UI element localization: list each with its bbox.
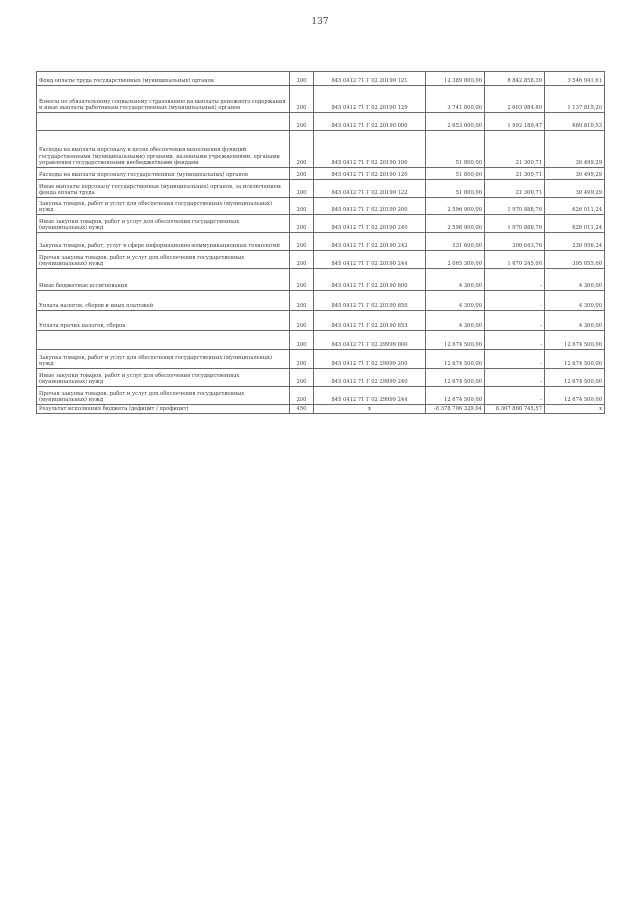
budget-classification-code: 845 0412 71 Г 02 29999 200 <box>314 350 426 369</box>
line-item-name: Прочая закупка товаров, работ и услуг для обеспечения государственных (муниципальных) нужд <box>37 251 290 269</box>
line-item-name: Расходы на выплаты персоналу в целях обеспечения выполнения функций государственными (муниципальными) органами, казенными учреждениями, органами управления государственными внебюджетными фондами <box>37 131 290 168</box>
executed-amount: - <box>485 331 545 350</box>
executed-amount: - <box>485 291 545 311</box>
line-item-name: Результат исполнения бюджета (дефицит / профицит) <box>37 405 290 414</box>
line-item-name: Прочая закупка товаров, работ и услуг для обеспечения государственных (муниципальных) нужд <box>37 387 290 405</box>
table-row <box>37 291 605 311</box>
line-code: 200 <box>290 251 314 269</box>
table-row <box>37 72 605 86</box>
line-item-name: Иные закупки товаров, работ и услуг для обеспечения государственных (муниципальных) нужд <box>37 369 290 387</box>
approved-amount: 12 674 500,00 <box>426 387 485 405</box>
line-item-name: Взносы по обязательному социальному страхованию на выплаты денежного содержания и иные выплаты работникам государственных (муниципальных) органов <box>37 86 290 113</box>
table-row <box>37 350 605 369</box>
unexecuted-amount: 626 011,24 <box>545 198 605 215</box>
line-item-name <box>37 113 290 131</box>
executed-amount: 2 603 984,80 <box>485 86 545 113</box>
approved-amount: 3 741 800,00 <box>426 86 485 113</box>
budget-classification-code: 845 0412 71 Г 02 20190 000 <box>314 113 426 131</box>
line-item-name: Закупка товаров, работ, услуг в сфере информационно-коммуникационных технологий <box>37 233 290 251</box>
approved-amount: 51 800,00 <box>426 168 485 180</box>
table-row <box>37 180 605 198</box>
table-row <box>37 215 605 233</box>
approved-amount: 51 800,00 <box>426 180 485 198</box>
line-code: 200 <box>290 131 314 168</box>
line-code: 200 <box>290 291 314 311</box>
table-row <box>37 113 605 131</box>
table-row <box>37 331 605 350</box>
unexecuted-amount: 395 055,00 <box>545 251 605 269</box>
budget-classification-code: x <box>314 405 426 414</box>
budget-classification-code: 845 0412 71 Г 02 20190 240 <box>314 215 426 233</box>
line-code: 200 <box>290 215 314 233</box>
table-row <box>37 311 605 331</box>
line-item-name: Иные закупки товаров, работ и услуг для обеспечения государственных (муниципальных) нужд <box>37 215 290 233</box>
unexecuted-amount: 12 674 500,00 <box>545 331 605 350</box>
unexecuted-amount: 1 137 815,20 <box>545 86 605 113</box>
line-code: 200 <box>290 269 314 291</box>
table-row <box>37 405 605 414</box>
approved-amount: 12 674 500,00 <box>426 331 485 350</box>
executed-amount: - <box>485 387 545 405</box>
unexecuted-amount: 12 674 500,00 <box>545 369 605 387</box>
table-row <box>37 369 605 387</box>
budget-classification-code: 845 0412 71 Г 02 29999 240 <box>314 369 426 387</box>
executed-amount: - <box>485 269 545 291</box>
table-row <box>37 233 605 251</box>
unexecuted-amount: 3 546 941,61 <box>545 72 605 86</box>
budget-classification-code: 845 0412 71 Г 02 20190 244 <box>314 251 426 269</box>
unexecuted-amount: 30 499,29 <box>545 131 605 168</box>
executed-amount: 21 300,71 <box>485 168 545 180</box>
executed-amount: 1 970 888,76 <box>485 198 545 215</box>
table-row <box>37 131 605 168</box>
line-code: 450 <box>290 405 314 414</box>
line-code: 200 <box>290 86 314 113</box>
budget-classification-code: 845 0412 71 Г 02 29999 000 <box>314 331 426 350</box>
approved-amount: 12 389 800,00 <box>426 72 485 86</box>
executed-amount: 8 307 860 745,57 <box>485 405 545 414</box>
executed-amount: 21 300,71 <box>485 131 545 168</box>
unexecuted-amount: 4 300,00 <box>545 291 605 311</box>
unexecuted-amount: 12 674 500,00 <box>545 350 605 369</box>
budget-classification-code: 845 0412 71 Г 02 20190 800 <box>314 269 426 291</box>
executed-amount: 1 970 888,76 <box>485 215 545 233</box>
budget-classification-code: 845 0412 71 Г 02 20190 129 <box>314 86 426 113</box>
table-row <box>37 251 605 269</box>
approved-amount: 2 596 900,00 <box>426 215 485 233</box>
table-row <box>37 387 605 405</box>
line-code: 200 <box>290 72 314 86</box>
unexecuted-amount: 30 499,29 <box>545 180 605 198</box>
approved-amount: 4 300,00 <box>426 291 485 311</box>
budget-classification-code: 845 0412 71 Г 02 20190 853 <box>314 311 426 331</box>
table-row <box>37 269 605 291</box>
unexecuted-amount: 12 674 500,00 <box>545 387 605 405</box>
executed-amount: 300 643,76 <box>485 233 545 251</box>
line-code: 200 <box>290 369 314 387</box>
executed-amount: - <box>485 311 545 331</box>
executed-amount: 21 300,71 <box>485 180 545 198</box>
table-row <box>37 86 605 113</box>
executed-amount: 1 670 245,00 <box>485 251 545 269</box>
approved-amount: 12 674 500,00 <box>426 369 485 387</box>
unexecuted-amount: 660 810,53 <box>545 113 605 131</box>
line-code: 200 <box>290 233 314 251</box>
approved-amount: -8 378 706 329,04 <box>426 405 485 414</box>
approved-amount: 12 674 500,00 <box>426 350 485 369</box>
line-item-name: Фонд оплаты труда государственных (муниципальных) органов <box>37 72 290 86</box>
approved-amount: 531 600,00 <box>426 233 485 251</box>
line-item-name: Уплата налогов, сборов и иных платежей <box>37 291 290 311</box>
executed-amount: - <box>485 350 545 369</box>
approved-amount: 2 653 000,00 <box>426 113 485 131</box>
budget-classification-code: 845 0412 71 Г 02 20190 122 <box>314 180 426 198</box>
line-code: 200 <box>290 180 314 198</box>
approved-amount: 51 800,00 <box>426 131 485 168</box>
line-item-name <box>37 331 290 350</box>
budget-classification-code: 845 0412 71 Г 02 20190 100 <box>314 131 426 168</box>
line-code: 200 <box>290 113 314 131</box>
page-number: 137 <box>311 17 329 27</box>
unexecuted-amount: 626 011,24 <box>545 215 605 233</box>
line-code: 200 <box>290 350 314 369</box>
approved-amount: 2 065 300,00 <box>426 251 485 269</box>
line-item-name: Уплата прочих налогов, сборов <box>37 311 290 331</box>
executed-amount: 1 992 189,47 <box>485 113 545 131</box>
budget-classification-code: 845 0412 71 Г 02 20190 242 <box>314 233 426 251</box>
table-row <box>37 168 605 180</box>
executed-amount: - <box>485 369 545 387</box>
line-item-name: Иные бюджетные ассигнования <box>37 269 290 291</box>
executed-amount: 8 842 858,39 <box>485 72 545 86</box>
table-row <box>37 198 605 215</box>
line-item-name: Расходы на выплаты персоналу государственных (муниципальных) органов <box>37 168 290 180</box>
approved-amount: 4 300,00 <box>426 269 485 291</box>
unexecuted-amount: 30 499,29 <box>545 168 605 180</box>
line-item-name: Иные выплаты персоналу государственных (муниципальных) органов, за исключением фонда оплаты труда <box>37 180 290 198</box>
line-code: 200 <box>290 387 314 405</box>
unexecuted-amount: 4 300,00 <box>545 269 605 291</box>
budget-classification-code: 845 0412 71 Г 02 29999 244 <box>314 387 426 405</box>
line-code: 200 <box>290 198 314 215</box>
budget-classification-code: 845 0412 71 Г 02 20190 121 <box>314 72 426 86</box>
line-code: 200 <box>290 331 314 350</box>
line-item-name: Закупка товаров, работ и услуг для обеспечения государственных (муниципальных) нужд <box>37 350 290 369</box>
line-code: 200 <box>290 311 314 331</box>
budget-classification-code: 845 0412 71 Г 02 20190 120 <box>314 168 426 180</box>
unexecuted-amount: 230 956,24 <box>545 233 605 251</box>
unexecuted-amount: 4 300,00 <box>545 311 605 331</box>
approved-amount: 2 596 900,00 <box>426 198 485 215</box>
budget-classification-code: 845 0412 71 Г 02 20190 200 <box>314 198 426 215</box>
approved-amount: 4 300,00 <box>426 311 485 331</box>
line-item-name: Закупка товаров, работ и услуг для обеспечения государственных (муниципальных) нужд <box>37 198 290 215</box>
budget-execution-table <box>36 71 605 414</box>
unexecuted-amount: x <box>545 405 605 414</box>
line-code: 200 <box>290 168 314 180</box>
budget-classification-code: 845 0412 71 Г 02 20190 850 <box>314 291 426 311</box>
